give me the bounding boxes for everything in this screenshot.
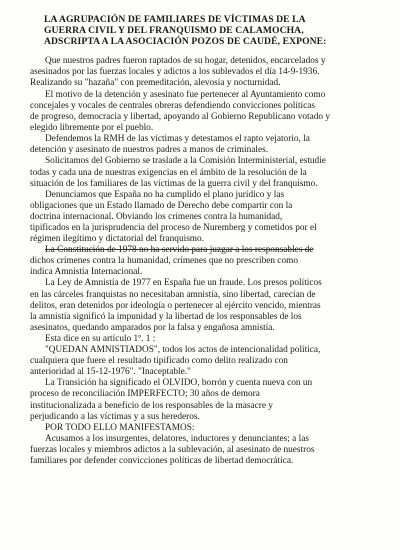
text-line: en las cárceles franquistas no necesitaban amnistía, sino libertad, carecían de — [30, 289, 316, 300]
text-line: la amnistía significó la impunidad y la libertad de los responsables de los — [30, 311, 302, 322]
paragraph — [30, 245, 384, 278]
text-line: Solicitamos del Gobierno se traslade a la Comisión Interministerial, estudie — [45, 156, 326, 167]
text-line: Esta dice en su artículo 1º. 1 : — [45, 333, 156, 344]
text-line: proceso de reconciliación IMPERFECTO; 30 años de demora — [30, 389, 260, 400]
text-line: El motivo de la detención y asesinato fue pertenecer al Ayuntamiento como — [45, 89, 326, 100]
document-body — [30, 56, 384, 467]
text-line: todas y cada una de nuestras exigencias en el ámbito de la resolución de la — [30, 167, 307, 178]
paragraph — [30, 378, 384, 422]
text-line: familiares por defender convicciones políticas de libertad democrática. — [30, 455, 294, 466]
text-line: Acusamos a los insurgentes, delatores, inductores y denunciantes; a las — [45, 433, 309, 444]
text-line: elegido libremente por el pueblo. — [30, 123, 154, 134]
text-line: delitos, eran detenidos por ideología o pertenecer al ejército vencido, mientras — [30, 300, 321, 311]
text-line: régimen ilegítimo y dictatorial del franquismo. — [30, 234, 205, 245]
paragraph — [30, 190, 384, 245]
text-line: perjudicando a las víctimas y a sus herederos. — [30, 411, 200, 422]
paragraph — [30, 334, 384, 378]
text-line: concejales y vocales de centrales obreras defendiendo convicciones políticas — [30, 100, 315, 111]
text-line: obligaciones que un Estado llamado de Derecho debe compartir con la — [30, 200, 293, 211]
paragraph — [30, 434, 384, 467]
text-line: Realizando su "hazaña" con premeditación, alevosía y nocturnidad. — [30, 77, 281, 88]
text-line: doctrina internacional. Obviando los crímenes contra la humanidad, — [30, 211, 283, 222]
text-line: "QUEDAN AMNISTIADOS", todos los actos de intencionalidad política, — [45, 345, 321, 356]
text-line: institucionalizada a beneficio de los responsables de la masacre y — [30, 400, 273, 411]
paragraph — [30, 278, 384, 333]
text-line: cualquiera que fuere el resultado tipificado como delito realizado con — [30, 356, 288, 367]
heading-line: GUERRA CIVIL Y DEL FRANQUISMO DE CALAMOCHA, — [44, 25, 304, 37]
paragraph — [30, 90, 384, 134]
paragraph — [30, 56, 384, 89]
text-line: La Constitución de 1978 no ha servido para juzgar a los responsables de — [45, 245, 314, 256]
text-line: detención y asesinato de nuestros padres a manos de criminales. — [30, 145, 269, 156]
heading-line: ADSCRIPTA A LA ASOCIACIÓN POZOS DE CAUDÉ, EXPONE: — [44, 36, 327, 48]
text-line: asesinatos, quedando amparados por la falsa y engañosa amnistía. — [30, 322, 275, 333]
paragraph — [30, 134, 384, 156]
text-line: asesinados por las fuerzas locales y adictos a los sublevados el día 14-9-1936. — [30, 66, 320, 77]
text-line: Denunciamos que España no ha cumplido el plano jurídico y las — [45, 189, 285, 200]
text-line: La Transición ha significado el OLVIDO, borrón y cuenta nueva con un — [45, 378, 313, 389]
text-line: Defendemos la RMH de las víctimas y detestamos el rapto vejatorio, la — [45, 134, 310, 145]
text-line: indica Amnistía Internacional. — [30, 267, 143, 278]
document-heading — [44, 14, 384, 48]
text-line: de progreso, democracia y libertad, apoyando al Gobierno Republicano votado y — [30, 112, 330, 123]
text-line: La Ley de Amnistía de 1977 en España fue un fraude. Los presos políticos — [45, 278, 322, 289]
text-line: tipificados en la jurisprudencia del proceso de Nuremberg y cometidos por el — [30, 223, 317, 234]
text-line: POR TODO ELLO MANIFESTAMOS: — [45, 422, 195, 433]
text-line: anterioridad al 15-12-1976". "Inaceptable." — [30, 367, 191, 378]
paragraph — [30, 423, 384, 434]
text-line: Que nuestros padres fueron raptados de su hogar, detenidos, encarcelados y — [45, 55, 326, 66]
paragraph — [30, 156, 384, 189]
text-line: dichos crímenes contra la humanidad, crímenes que no prescriben como — [30, 256, 298, 267]
text-line: fuerzas locales y miembros adictos a la sublevación, al asesinato de nuestros — [30, 444, 315, 455]
heading-line: LA AGRUPACIÓN DE FAMILIARES DE VÍCTIMAS DE LA — [44, 14, 306, 25]
text-line: situación de los familiares de las víctimas de la guerra civil y del franquismo. — [30, 178, 318, 189]
